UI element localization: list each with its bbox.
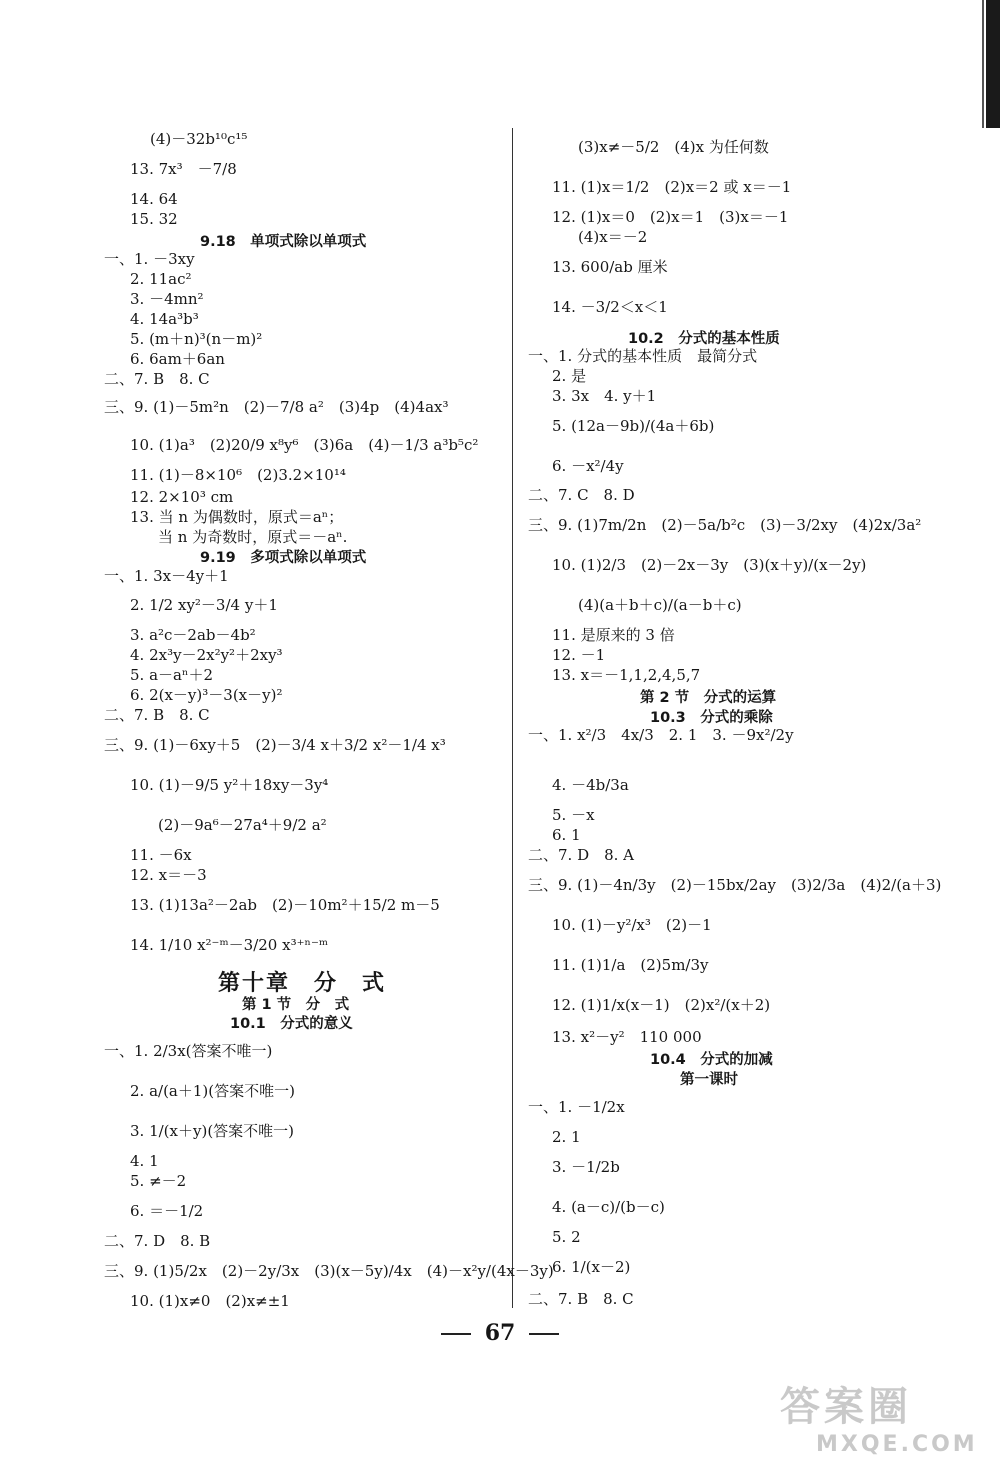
answer-line: 2. a/(a＋1)(答案不唯一): [130, 1082, 295, 1100]
answer-line: 11. (1)－8×10⁶ (2)3.2×10¹⁴: [130, 466, 346, 484]
page-edge-bar: [986, 0, 1000, 128]
section-heading: 第一课时: [680, 1072, 738, 1088]
answer-line: 一、1. 分式的基本性质 最简分式: [528, 347, 758, 365]
answer-line: 6. ＝－1/2: [130, 1202, 204, 1220]
answer-line: 11. (1)1/a (2)5m/3y: [552, 956, 709, 974]
answer-line: 11. 是原来的 3 倍: [552, 626, 675, 644]
answer-line: 15. 32: [130, 210, 178, 228]
answer-line: 13. 600/ab 厘米: [552, 258, 668, 276]
answer-line: 二、7. B 8. C: [104, 706, 210, 724]
answer-line: (3)x≠－5/2 (4)x 为任何数: [578, 138, 769, 156]
answer-line: 一、1. －1/2x: [528, 1098, 625, 1116]
dash-left: [441, 1333, 471, 1335]
answer-line: 2. 1/2 xy²－3/4 y＋1: [130, 596, 278, 614]
answer-line: 一、1. 3x－4y＋1: [104, 567, 229, 585]
answer-line: 10. (1)a³ (2)20/9 x⁸y⁶ (3)6a (4)－1/3 a³b⁵c²: [130, 436, 479, 454]
answer-line: 13. x²－y² 110 000: [552, 1028, 702, 1046]
answer-line: 10. (1)－9/5 y²＋18xy－3y⁴: [130, 776, 329, 794]
answer-line: 5. 2: [552, 1228, 581, 1246]
answer-line: 4. 2x³y－2x²y²＋2xy³: [130, 646, 283, 664]
answer-line: 4. 1: [130, 1152, 159, 1170]
watermark-logo: 答案圈: [780, 1384, 912, 1430]
answer-line: 12. (1)1/x(x－1) (2)x²/(x＋2): [552, 996, 771, 1014]
answer-line: 2. 1: [552, 1128, 581, 1146]
answer-line: 三、9. (1)7m/2n (2)－5a/b²c (3)－3/2xy (4)2x/3a²: [528, 516, 922, 534]
answer-line: 10. (1)2/3 (2)－2x－3y (3)(x＋y)/(x－2y): [552, 556, 867, 574]
answer-line: 13. x＝－1,1,2,4,5,7: [552, 666, 701, 684]
section-heading: 10.2 分式的基本性质: [628, 331, 780, 347]
answer-line: (4)x＝－2: [578, 228, 648, 246]
answer-line: 12. (1)x＝0 (2)x＝1 (3)x＝－1: [552, 208, 789, 226]
section-heading: 10.1 分式的意义: [230, 1016, 353, 1032]
answer-line: 13. (1)13a²－2ab (2)－10m²＋15/2 m－5: [130, 896, 440, 914]
section-heading: 10.4 分式的加减: [650, 1052, 773, 1068]
answer-line: 2. 是: [552, 367, 587, 385]
answer-line: (2)－9a⁶－27a⁴＋9/2 a²: [158, 816, 327, 834]
answer-line: 3. a²c－2ab－4b²: [130, 626, 256, 644]
answer-line: 3. 3x 4. y＋1: [552, 387, 657, 405]
answer-line: 三、9. (1)－4n/3y (2)－15bx/2ay (3)2/3a (4)2/(a＋3): [528, 876, 942, 894]
answer-line: 3. 1/(x＋y)(答案不唯一): [130, 1122, 295, 1140]
answer-line: 一、1. －3xy: [104, 250, 195, 268]
answer-line: 10. (1)x≠0 (2)x≠±1: [130, 1292, 290, 1310]
answer-line: 5. －x: [552, 806, 595, 824]
answer-line: 11. －6x: [130, 846, 192, 864]
answer-line: 三、9. (1)－6xy＋5 (2)－3/4 x＋3/2 x²－1/4 x³: [104, 736, 446, 754]
watermark: [780, 1375, 978, 1457]
section-heading: 9.19 多项式除以单项式: [200, 550, 367, 566]
answer-line: 6. 2(x－y)³－3(x－y)²: [130, 686, 283, 704]
page-number: [0, 1320, 1000, 1346]
answer-line: 12. x＝－3: [130, 866, 207, 884]
answer-line: (4)(a＋b＋c)/(a－b＋c): [578, 596, 742, 614]
section-heading: 第 2 节 分式的运算: [640, 690, 777, 706]
watermark-url: MXQE.COM: [816, 1432, 978, 1457]
answer-line: 11. (1)x＝1/2 (2)x＝2 或 x＝－1: [552, 178, 792, 196]
answer-line: 10. (1)－y²/x³ (2)－1: [552, 916, 712, 934]
answer-line: 13. 当 n 为偶数时，原式＝aⁿ；: [130, 508, 344, 526]
answer-line: 二、7. B 8. C: [104, 370, 210, 388]
answer-line: 3. －4mn²: [130, 290, 204, 308]
answer-line: 二、7. B 8. C: [528, 1290, 634, 1308]
answer-line: 6. －x²/4y: [552, 457, 624, 475]
answer-line: 二、7. D 8. A: [528, 846, 635, 864]
answer-line: 三、9. (1)－5m²n (2)－7/8 a² (3)4p (4)4ax³: [104, 398, 449, 416]
answer-line: 一、1. 2/3x(答案不唯一): [104, 1042, 273, 1060]
answer-line: 6. 1: [552, 826, 581, 844]
answer-line: 14. 64: [130, 190, 178, 208]
answer-line: 5. (m＋n)³(n－m)²: [130, 330, 263, 348]
answer-line: 6. 6am＋6an: [130, 350, 225, 368]
answer-line: 2. 11ac²: [130, 270, 192, 288]
answer-line: 4. (a－c)/(b－c): [552, 1198, 665, 1216]
section-heading: 9.18 单项式除以单项式: [200, 234, 367, 250]
answer-line: 13. 7x³ －7/8: [130, 160, 237, 178]
column-divider: [512, 128, 513, 1308]
dash-right: [529, 1333, 559, 1335]
answer-line: 5. a－aⁿ＋2: [130, 666, 213, 684]
answer-line: 二、7. C 8. D: [528, 486, 635, 504]
answer-line: 14. －3/2＜x＜1: [552, 298, 668, 316]
answer-line: 二、7. D 8. B: [104, 1232, 211, 1250]
answer-line: (4)－32b¹⁰c¹⁵: [150, 130, 248, 148]
answer-line: 当 n 为奇数时，原式＝－aⁿ.: [158, 528, 348, 546]
page-edge-line: [982, 0, 984, 128]
page-number-value: 67: [484, 1320, 516, 1346]
answer-line: 4. 14a³b³: [130, 310, 199, 328]
answer-line: 12. －1: [552, 646, 606, 664]
chapter-title: 第十章 分 式: [218, 971, 387, 996]
answer-line: 5. ≠－2: [130, 1172, 187, 1190]
section-title: 第 1 节 分 式: [242, 997, 350, 1013]
answer-line: 一、1. x²/3 4x/3 2. 1 3. －9x²/2y: [528, 726, 794, 744]
answer-line: 4. －4b/3a: [552, 776, 629, 794]
section-heading: 10.3 分式的乘除: [650, 710, 773, 726]
answer-line: 5. (12a－9b)/(4a＋6b): [552, 417, 715, 435]
answer-line: 12. 2×10³ cm: [130, 488, 234, 506]
answer-line: 6. 1/(x－2): [552, 1258, 631, 1276]
answer-line: 3. －1/2b: [552, 1158, 620, 1176]
answer-line: 三、9. (1)5/2x (2)－2y/3x (3)(x－5y)/4x (4)－x²y/(4x－3y): [104, 1262, 554, 1280]
answer-line: 14. 1/10 x²⁻ᵐ－3/20 x³⁺ⁿ⁻ᵐ: [130, 936, 329, 954]
